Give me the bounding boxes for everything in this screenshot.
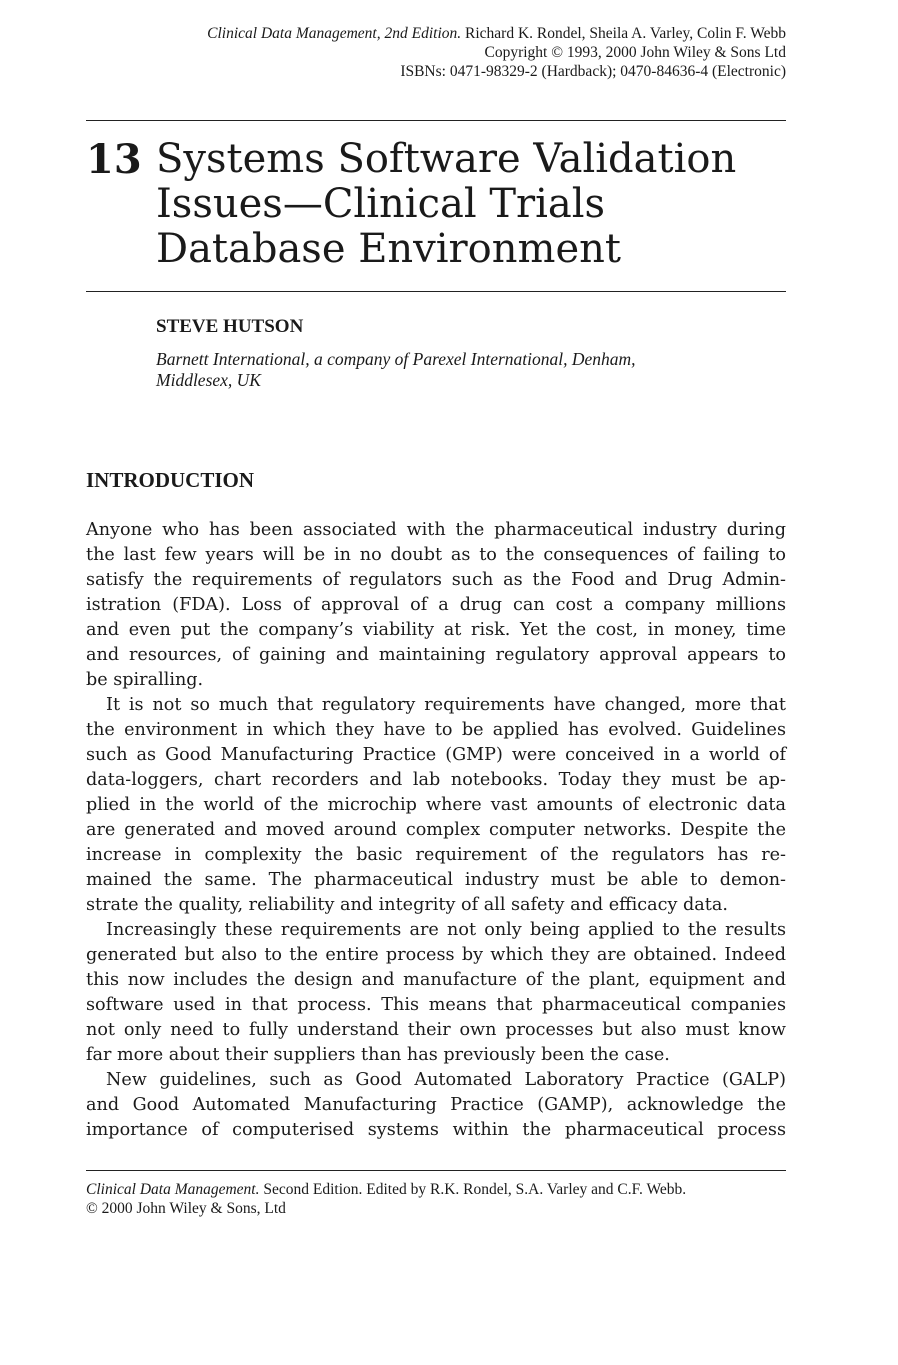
source-header [86, 24, 786, 81]
text-line: New guidelines, such as Good Automated Laboratory Practice (GALP) [106, 1070, 786, 1090]
chapter-title-line: Issues—Clinical Trials [156, 181, 606, 227]
text-line: such as Good Manufacturing Practice (GMP) were conceived in a world of [86, 745, 786, 765]
text-line: It is not so much that regulatory requirements have changed, more that [106, 695, 786, 715]
text-line: satisfy the requirements of regulators such as the Food and Drug Admin- [86, 570, 786, 590]
author-name: STEVE HUTSON [156, 316, 304, 337]
text-line: Increasingly these requirements are not only being applied to the results [106, 920, 786, 940]
footer-copyright: © 2000 John Wiley & Sons, Ltd [86, 1200, 286, 1217]
source-authors: Richard K. Rondel, Sheila A. Varley, Colin F. Webb [461, 25, 786, 42]
text-line: increase in complexity the basic requirement of the regulators has re- [86, 845, 786, 865]
text-line: software used in that process. This means that pharmaceutical companies [86, 995, 786, 1015]
text-line: Anyone who has been associated with the pharmaceutical industry during [86, 520, 786, 540]
page-footer [86, 1180, 786, 1218]
text-line: are generated and moved around complex computer networks. Despite the [86, 820, 786, 840]
text-line: mained the same. The pharmaceutical industry must be able to demon- [86, 870, 786, 890]
text-line: far more about their suppliers than has previously been the case. [86, 1045, 670, 1065]
chapter-title-line: Database Environment [156, 226, 621, 272]
paragraph-2 [86, 693, 786, 918]
source-header-line-1 [86, 24, 786, 43]
text-line: this now includes the design and manufacture of the plant, equipment and [86, 970, 786, 990]
text-line: data-loggers, chart recorders and lab notebooks. Today they must be ap- [86, 770, 786, 790]
header-rule [86, 120, 786, 121]
source-copyright: Copyright © 1993, 2000 John Wiley & Sons Ltd [484, 44, 786, 61]
footer-line-1 [86, 1180, 786, 1199]
text-line: generated but also to the entire process by which they are obtained. Indeed [86, 945, 786, 965]
source-isbns: ISBNs: 0471-98329-2 (Hardback); 0470-84636-4 (Electronic) [400, 63, 786, 80]
chapter-title-line: Systems Software Validation [156, 136, 737, 182]
affiliation-line: Barnett International, a company of Parexel International, Denham, [156, 349, 636, 369]
author-affiliation [156, 349, 786, 391]
text-line: the environment in which they have to be applied has evolved. Guidelines [86, 720, 786, 740]
title-rule [86, 291, 786, 292]
affiliation-line: Middlesex, UK [156, 370, 261, 390]
text-line: and Good Automated Manufacturing Practice (GAMP), acknowledge the [86, 1095, 786, 1115]
text-line: istration (FDA). Loss of approval of a drug can cost a company millions [86, 595, 786, 615]
footer-book-title: Clinical Data Management. [86, 1181, 260, 1198]
paragraph-1 [86, 518, 786, 693]
text-line: and resources, of gaining and maintaining regulatory approval appears to [86, 645, 786, 665]
section-heading: INTRODUCTION [86, 468, 255, 492]
text-line: and even put the company’s viability at risk. Yet the cost, in money, time [86, 620, 786, 640]
body-text [86, 518, 786, 1143]
chapter-title [156, 137, 776, 272]
chapter-number: 13 [86, 136, 142, 183]
text-line: plied in the world of the microchip where vast amounts of electronic data [86, 795, 786, 815]
text-line: be spiralling. [86, 670, 204, 690]
paragraph-4 [86, 1068, 786, 1143]
text-line: the last few years will be in no doubt as to the consequences of failing to [86, 545, 786, 565]
footer-edition: Second Edition. Edited by R.K. Rondel, S.A. Varley and C.F. Webb. [259, 1181, 687, 1198]
footer-rule [86, 1170, 786, 1171]
text-line: importance of computerised systems within the pharmaceutical process [86, 1120, 786, 1140]
text-line: not only need to fully understand their own processes but also must know [86, 1020, 786, 1040]
source-book-title: Clinical Data Management, 2nd Edition. [207, 25, 462, 42]
paragraph-3 [86, 918, 786, 1068]
text-line: strate the quality, reliability and integrity of all safety and efficacy data. [86, 895, 728, 915]
